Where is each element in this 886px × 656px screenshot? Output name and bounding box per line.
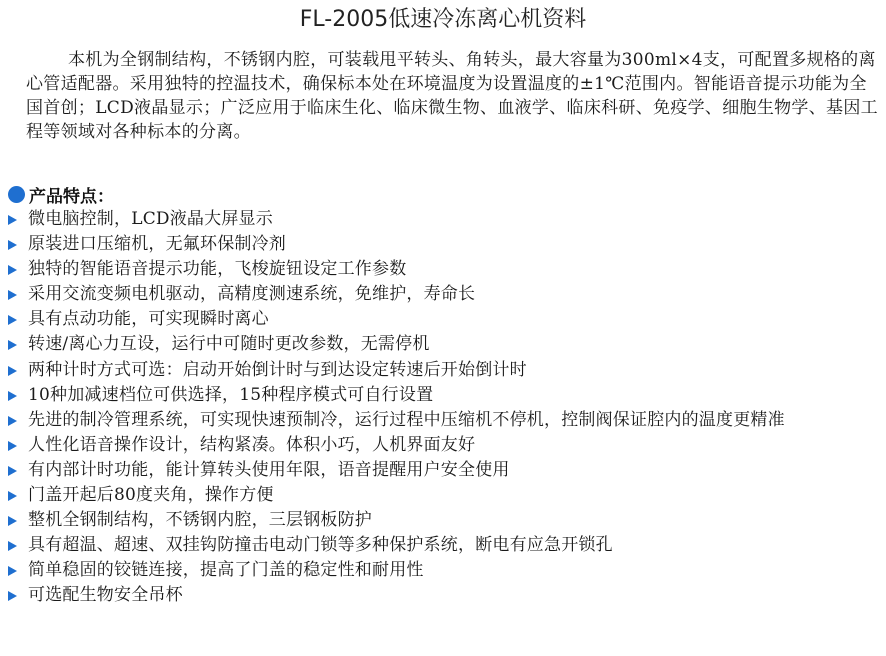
- blue-triangle-icon: [8, 491, 17, 501]
- blue-triangle-icon: [8, 215, 17, 225]
- section-header: [8, 183, 114, 205]
- page-title: FL-2005低速冷冻离心机资料: [299, 7, 587, 32]
- feature-item: [8, 508, 878, 533]
- feature-item: [8, 583, 878, 608]
- blue-circle-icon: [8, 186, 25, 203]
- feature-item: [8, 307, 878, 332]
- section-title: 产品特点：: [29, 186, 114, 207]
- feature-item: [8, 232, 878, 257]
- blue-triangle-icon: [8, 240, 17, 250]
- feature-text: 简单稳固的铰链连接，提高了门盖的稳定性和耐用性: [28, 560, 424, 581]
- feature-item: [8, 207, 878, 232]
- feature-text: 原装进口压缩机，无氟环保制冷剂: [28, 234, 286, 255]
- blue-triangle-icon: [8, 340, 17, 350]
- feature-text: 具有超温、超速、双挂钩防撞击电动门锁等多种保护系统，断电有应急开锁孔: [28, 535, 613, 556]
- feature-item: [8, 533, 878, 558]
- blue-triangle-icon: [8, 416, 17, 426]
- blue-triangle-icon: [8, 265, 17, 275]
- blue-triangle-icon: [8, 591, 17, 601]
- feature-item: [8, 458, 878, 483]
- feature-text: 人性化语音操作设计，结构紧凑。体积小巧，人机界面友好: [28, 434, 476, 455]
- feature-item: [8, 558, 878, 583]
- feature-text: 转速/离心力互设，运行中可随时更改参数，无需停机: [28, 334, 430, 355]
- feature-text: 具有点动功能，可实现瞬时离心: [28, 309, 269, 330]
- feature-item: [8, 358, 878, 383]
- feature-text: 可选配生物安全吊杯: [28, 585, 183, 606]
- feature-text: 门盖开起后80度夹角，操作方便: [28, 485, 274, 506]
- blue-triangle-icon: [8, 315, 17, 325]
- feature-text: 微电脑控制，LCD液晶大屏显示: [28, 209, 273, 229]
- feature-item: [8, 408, 878, 433]
- blue-triangle-icon: [8, 541, 17, 551]
- feature-item: [8, 483, 878, 508]
- feature-text: 两种计时方式可选：启动开始倒计时与到达设定转速后开始倒计时: [28, 359, 527, 380]
- blue-triangle-icon: [8, 366, 17, 376]
- feature-item: [8, 282, 878, 307]
- feature-item: [8, 383, 878, 408]
- feature-text: 独特的智能语音提示功能，飞梭旋钮设定工作参数: [28, 259, 407, 280]
- blue-triangle-icon: [8, 441, 17, 451]
- feature-text: 10种加减速档位可供选择，15种程序模式可自行设置: [28, 384, 434, 405]
- feature-item: [8, 332, 878, 357]
- feature-text: 整机全钢制结构，不锈钢内腔，三层钢板防护: [28, 510, 372, 531]
- intro-paragraph: 本机为全钢制结构，不锈钢内腔，可装载甩平转头、角转头，最大容量为300ml×4支，可配置多规格的离心管适配器。采用独特的控温技术，确保标本处在环境温度为设置温度的±1℃范围内。智能语音提示功能为全国首创；LCD液晶显示；广泛应用于临床生化、临床微生物、血液学、临床科研、免疫学、细胞生物学、基因工程等领域对各种标本的分离。: [26, 50, 878, 142]
- feature-list: [8, 207, 878, 609]
- feature-text: 有内部计时功能，能计算转头使用年限，语音提醒用户安全使用: [28, 459, 510, 480]
- blue-triangle-icon: [8, 566, 17, 576]
- feature-item: [8, 257, 878, 282]
- feature-item: [8, 433, 878, 458]
- blue-triangle-icon: [8, 466, 17, 476]
- feature-text: 先进的制冷管理系统，可实现快速预制冷，运行过程中压缩机不停机，控制阀保证腔内的温度更精准: [28, 409, 785, 430]
- blue-triangle-icon: [8, 516, 17, 526]
- feature-text: 采用交流变频电机驱动，高精度测速系统，免维护，寿命长: [28, 284, 476, 305]
- blue-triangle-icon: [8, 290, 17, 300]
- blue-triangle-icon: [8, 391, 17, 401]
